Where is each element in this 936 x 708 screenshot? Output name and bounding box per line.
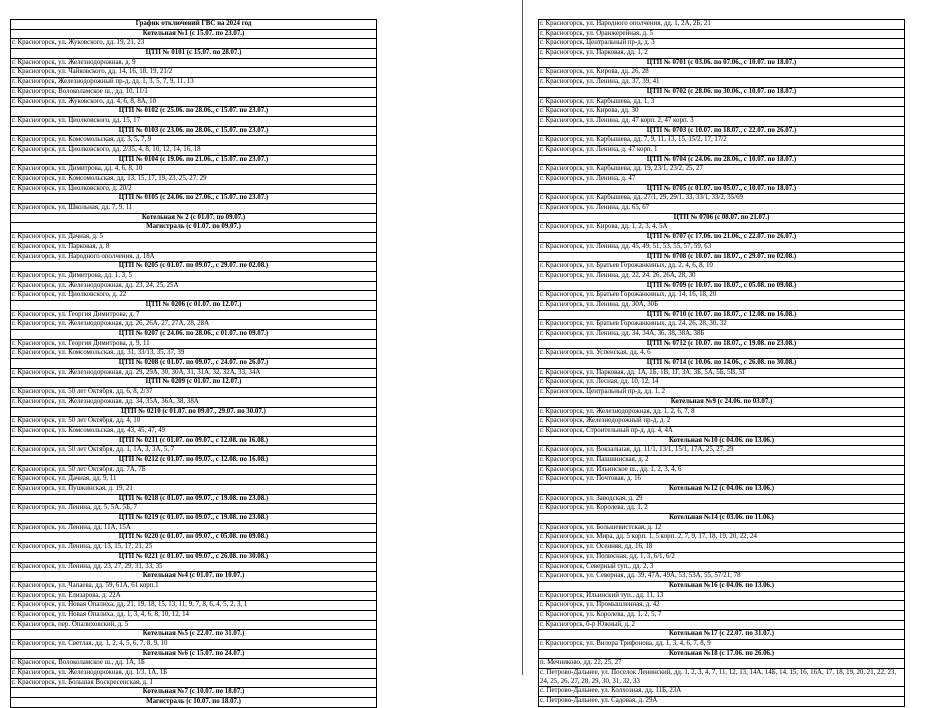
address-row: г. Красногорск, ул. Георгия Димитрова, д. 9, 11 [11, 340, 376, 350]
address-row: г. Красногорск, ул. 50 лет Октября, дд. 6, 8, 2/37 [11, 388, 376, 398]
schedule-table-left [10, 19, 377, 708]
section-header: ЦТП № 0707 (с 17.06. по 21.06., с 22.07. по 26.07.) [539, 233, 904, 243]
address-row: г. Красногорск, ул. Чайковского, дд. 14, 16, 18, 19, 21/2 [11, 68, 376, 78]
address-row: г. Красногорск, Центральный пр-д, дд. 1, 2 [539, 388, 904, 398]
section-header: ЦТП № 0709 (с 10.07. по 18.07., с 05.08. по 09.08.) [539, 282, 904, 292]
address-row: г. Красногорск, Центральный пр-д, д. 3 [539, 39, 904, 49]
address-row: г. Красногорск, Ильинский туп., дд. 11, 13 [539, 592, 904, 602]
address-row: с. Петрово-Дальнее, ул. Садовая, д. 29А [539, 697, 904, 707]
section-header: Котельная №18 (с 17.06. по 26.06.) [539, 650, 904, 660]
address-row: г. Красногорск, ул. Ленина, дд. 23, 27, 29, 31, 33, 35 [11, 563, 376, 573]
address-row: г. Красногорск, ул. Заводская, д. 29 [539, 495, 904, 505]
address-row: г. Красногорск, ул. Циолковского, дд. 15, 17 [11, 117, 376, 127]
address-row: г. Красногорск, ул. Королева, дд. 1, 2, 5, 7 [539, 611, 904, 621]
section-header: ЦТП № 0219 (с 01.07. по 09.07., с 19.08. по 23.08.) [11, 514, 376, 524]
address-row: г. Красногорск, пер. Опалиховский, д. 5 [11, 621, 376, 631]
address-row: г. Красногорск, ул. Королева, дд. 1, 2 [539, 504, 904, 514]
section-header: ЦТП № 0209 (с 01.07. по 12.07.) [11, 378, 376, 388]
address-row: г. Красногорск, ул. Лесная, дд. 10, 12, 14 [539, 378, 904, 388]
address-row: г. Красногорск, ул. Ленина, дд. 45, 49, 51, 53, 55, 57, 59, 63 [539, 243, 904, 253]
address-row: г. Красногорск, ул. Успенская, дд. 4, 6 [539, 349, 904, 359]
address-row: г. Красногорск, ул. Кирова, дд. 26, 28 [539, 68, 904, 78]
section-header: ЦТП № 0703 (с 10.07. по 18.07., с 22.07. по 26.07.) [539, 127, 904, 137]
address-row: г. Красногорск, ул. 50 лет Октября, дд. 7А, 7Б [11, 466, 376, 476]
section-header: Магистраль (с 10.07. по 18.07.) [11, 698, 376, 708]
address-row: г. Красногорск, ул. Промышленная, д. 42 [539, 601, 904, 611]
section-header: Котельная №5 (с 22.07. по 31.07.) [11, 630, 376, 640]
address-row: г. Красногорск, ул. Димитрова, дд. 1, 3, 5 [11, 272, 376, 282]
address-row: с. Петрово-Дальнее, ул. Поселок Ленинский, дд. 1, 2, 3, 4, 7, 11, 12, 13, 14А, 14Б, 14, 15, 16, 16А, 17, 18, 19, 20, 21, 22, 23, 24, 25, 26, 27, 28, 29, 30, 31, 32, 33 [539, 669, 904, 687]
section-header: ЦТП № 0702 (с 28.06. по 30.06., с 10.07. по 18.07.) [539, 88, 904, 98]
address-row: п. Мечниково, дд. 22, 25, 27 [539, 659, 904, 669]
address-row: г. Красногорск, ул. Большевистская, д. 12 [539, 524, 904, 534]
address-row: г. Красногорск, ул. Карбышева, дд. 27/1, 29, 29/1, 33, 33/1, 33/2, 35/69 [539, 194, 904, 204]
schedule-table-right [538, 19, 905, 707]
address-row: г. Красногорск, ул. Осенняя, дд. 16, 18 [539, 543, 904, 553]
address-row: г. Красногорск, ул. Елизарова, д. 22А [11, 592, 376, 602]
section-header: Котельная №4 (с 01.07. по 10.07.) [11, 572, 376, 582]
address-row: г. Красногорск, ул. Вилора Трифонова, дд. 1, 3, 4, 6, 7, 8, 9 [539, 640, 904, 650]
address-row: г. Красногорск, ул. Парковая, дд. 1А, 1Б, 1В, 1Г, 3А, 3Б, 5А, 5Б, 5В, 5Г [539, 369, 904, 379]
address-row: г. Красногорск, ул. Циолковского, д. 20/2 [11, 185, 376, 195]
address-row: г. Красногорск, ул. Северная, дд. 39, 47А, 49А, 53, 53А, 55, 57/21, 78 [539, 572, 904, 582]
address-row: г. Красногорск, ул. Чапаева, дд. 59, 61А, 61 корп.1 [11, 582, 376, 592]
section-header: ЦТП № 0701 (с 03.06. по 07.06., с 10.07. по 18.07.) [539, 59, 904, 69]
section-header: Магистраль (с 01.07. по 09.07.) [11, 223, 376, 233]
address-row: г. Красногорск, ул. Пушкинская, д. 19, 21 [11, 485, 376, 495]
address-row: г. Красногорск, ул. Парковая, дд. 1, 2 [539, 49, 904, 59]
address-row: г. Красногорск, ул. Железнодорожная, дд. 34, 35А, 36А, 38, 38А [11, 398, 376, 408]
section-header: ЦТП № 0206 (с 01.07. по 12.07.) [11, 301, 376, 311]
section-header: ЦТП № 0218 (с 01.07. по 09.07., с 19.08. по 23.08.) [11, 495, 376, 505]
address-row: г. Красногорск, ул. Вокзальная, дд. 11/1, 13/1, 15/1, 17А, 25, 27, 29 [539, 446, 904, 456]
address-row: г. Красногорск, ул. Полюсная, дд. 1, 3, 6/1, 6/2 [539, 553, 904, 563]
section-header: ЦТП № 0708 (с 10.07. по 18.07., с 29.07. по 02.08.) [539, 253, 904, 263]
address-row: г. Красногорск, ул. Новая Опалиха, дд. 1, 3, 4, 6, 8, 10, 12, 14 [11, 611, 376, 621]
address-row: г. Красногорск, ул. Ленина, дд. 11А, 15А [11, 524, 376, 534]
address-row: г. Красногорск, ул. Жуковского, дд. 4, 6, 8, 8А, 10 [11, 98, 376, 108]
address-row: г. Красногорск, ул. 50 лет Октября, дд. 4, 10 [11, 417, 376, 427]
section-header: ЦТП № 0211 (с 01.07. по 09.07., с 12.08. по 16.08.) [11, 437, 376, 447]
section-header: Котельная №14 (с 03.06. по 11.06.) [539, 514, 904, 524]
address-row: г. Красногорск, ул. Циолковского, дд. 2/35, 4, 8, 10, 12, 14, 16, 18 [11, 146, 376, 156]
address-row: г. Красногорск, ул. Кирова, дд. 1, 2, 3, 4, 5А [539, 223, 904, 233]
section-header: ЦТП № 0220 (с 01.07. по 09.07., с 05.08. по 09.08.) [11, 533, 376, 543]
address-row: г. Красногорск, ул. Ленина, дд. 5, 5А, 5Б, 7 [11, 504, 376, 514]
address-row: г. Красногорск, ул. Комсомольская, дд. 31, 33/13, 35, 37, 39 [11, 349, 376, 359]
section-header: ЦТП № 0102 (с 25.06. по 28.06., с 15.07. по 23.07.) [11, 107, 376, 117]
address-row: г. Красногорск, ул. Ленина, д. 47 корп. 1 [539, 146, 904, 156]
address-row: г. Красногорск, ул. Георгия Димитрова, д. 7 [11, 311, 376, 321]
address-row: г. Красногорск, Железнодорожный пр-д, д. 2 [539, 417, 904, 427]
section-header: Котельная №17 (с 22.07. по 31.07.) [539, 630, 904, 640]
address-row: г. Красногорск, ул. Школьная, дд. 7, 9, 11 [11, 204, 376, 214]
section-header: ЦТП № 0205 (с 01.07. по 09.07., с 29.07. по 02.08.) [11, 262, 376, 272]
section-header: Котельная №9 (с 24.06. по 03.07.) [539, 398, 904, 408]
address-row: г. Красногорск, ул. Комсомольская, дд. 13, 15, 17, 19, 23, 25, 27, 29 [11, 175, 376, 185]
address-row: г. Красногорск, ул. Оранжерейная, д. 5 [539, 30, 904, 40]
section-header: График отключений ГВС на 2024 год [11, 19, 376, 30]
section-header: ЦТП № 0712 (с 10.07. по 18.07., с 19.08. по 23.08.) [539, 340, 904, 350]
address-row: г. Красногорск, ул. Ленина, дд. 47 корп. 2, 47 корп. 3 [539, 117, 904, 127]
address-row: г. Красногорск, ул. Жуковского, дд. 19, 21, 23 [11, 39, 376, 49]
address-row: г. Красногорск, ул. Ленина, дд. 34, 34А, 36, 38, 38А, 38Б [539, 330, 904, 340]
address-row: г. Красногорск, ул. Братьев Горожанкиных, дд. 14, 16, 18, 20 [539, 291, 904, 301]
section-header: Котельная №10 (с 04.06. по 13.06.) [539, 437, 904, 447]
address-row: г. Красногорск, ул. 50 лет Октября, дд. 1, 1А, 3, 3А, 5, 7 [11, 446, 376, 456]
address-row: г. Красногорск, ул. Железнодорожная, дд. 23, 24, 25, 25А [11, 282, 376, 292]
address-row: г. Красногорск, ул. Ленина, дд. 22, 24, 26, 26А, 28, 30 [539, 272, 904, 282]
address-row: г. Красногорск, ул. Ленина, д. 47 [539, 175, 904, 185]
section-header: ЦТП № 0212 (с 01.07. по 09.07., с 12.08. по 16.08.) [11, 456, 376, 466]
section-header: ЦТП № 0105 (с 24.06. по 27.06., с 15.07. по 23.07.) [11, 194, 376, 204]
address-row: г. Красногорск, ул. Циолковского, д. 22 [11, 291, 376, 301]
address-row: г. Красногорск, Северный туп., дд. 2, 3 [539, 563, 904, 573]
section-header: ЦТП № 0104 (с 19.06. по 21.06., с 15.07. по 23.07.) [11, 156, 376, 166]
address-row: г. Красногорск, Волоколамское ш., дд. 10, 11/1 [11, 88, 376, 98]
section-header: Котельная №6 (с 15.07. по 24.07.) [11, 650, 376, 660]
address-row: г. Красногорск, ул. Карбышева, дд. 1, 3 [539, 98, 904, 108]
address-row: г. Красногорск, ул. Братьев Горожанкиных, дд. 24, 26, 28, 30, 32 [539, 320, 904, 330]
address-row: г. Красногорск, ул. Железнодорожная, дд. 1/3, 1А, 1Б [11, 669, 376, 679]
address-row: г. Красногорск, ул. Комсомольская, дд. 3, 5, 7, 9 [11, 136, 376, 146]
section-header: ЦТП № 0221 (с 01.07. по 09.07., с 26.08. по 30.08.) [11, 553, 376, 563]
section-header: ЦТП № 0101 (с 15.07. по 28.07.) [11, 49, 376, 59]
address-row: г. Красногорск, ул. Карбышева, дд. 7, 9, 11, 13, 15, 15/2, 17, 17/2 [539, 136, 904, 146]
address-row: г. Красногорск, Волоколамское ш., дд. 1А, 1Б [11, 659, 376, 669]
section-header: ЦТП № 0210 (с 01.07. по 09.07., 29.07. по 30.07.) [11, 408, 376, 418]
address-row: г. Красногорск, ул. Ленина, дд. 30А, 30Б [539, 301, 904, 311]
address-row: г. Красногорск, ул. Дачная, дд. 9, 11 [11, 475, 376, 485]
section-header: ЦТП № 0207 (с 24.06. по 28.06., с 01.07. по 09.07.) [11, 330, 376, 340]
section-header: Котельная № 2 (с 01.07. по 09.07.) [11, 214, 376, 224]
address-row: г. Красногорск, б-р Южный, д. 2 [539, 621, 904, 631]
address-row: г. Красногорск, ул. Большая Воскресенская, д. 1 [11, 679, 376, 689]
address-row: г. Красногорск, ул. Парковая, д. 8 [11, 243, 376, 253]
section-header: ЦТП № 0208 (с 01.07. по 09.07., с 24.07. по 26.07.) [11, 359, 376, 369]
address-row: г. Красногорск, ул. Ильинское ш., дд. 1, 2, 3, 4, 6 [539, 466, 904, 476]
section-header: ЦТП № 0704 (с 24.06. по 28.06., с 10.07. по 18.07.) [539, 156, 904, 166]
address-row: г. Красногорск, Строительный пр-д, дд. 4, 4А [539, 427, 904, 437]
address-row: г. Красногорск, ул. Светлая, дд. 1, 2, 4, 5, 6, 7, 8, 9, 10 [11, 640, 376, 650]
section-header: ЦТП № 0710 (с 10.07. по 18.07., с 12.08. по 16.08.) [539, 311, 904, 321]
address-row: с. Петрово-Дальнее, ул. Колхозная, дд. 11Б, 23А [539, 687, 904, 697]
address-row: г. Красногорск, ул. Карбышева, дд. 19, 23/1, 23/2, 25, 27 [539, 165, 904, 175]
address-row: г. Красногорск, ул. Ленина, дд. 13, 15, 17, 21, 25 [11, 543, 376, 553]
address-row: г. Красногорск, Железнодорожный пр-д, дд. 1, 3, 5, 7, 9, 11, 13 [11, 78, 376, 88]
address-row: г. Красногорск, ул. Димитрова, дд. 4, 6, 8, 10 [11, 165, 376, 175]
section-header: ЦТП № 0706 (с 08.07. по 21.07.) [539, 214, 904, 224]
address-row: г. Красногорск, ул. Народного ополчения, д. 18А [11, 253, 376, 263]
section-header: ЦТП № 0103 (с 23.06. по 28.06., с 15.07. по 23.07.) [11, 127, 376, 137]
address-row: г. Красногорск, ул. Ленина, дд. 65, 67 [539, 204, 904, 214]
address-row: г. Красногорск, ул. Железнодорожная, дд. 1, 2, 6, 7, 8 [539, 408, 904, 418]
address-row: г. Красногорск, ул. Железнодорожная, дд. 29, 29А, 30, 30А, 31, 31А, 32, 32А, 33, 34А [11, 369, 376, 379]
address-row: г. Красногорск, ул. Кирова, дд. 30 [539, 107, 904, 117]
section-header: Котельная №12 (с 04.06. по 13.06.) [539, 485, 904, 495]
address-row: г. Красногорск, ул. Дачная, д. 5 [11, 233, 376, 243]
section-header: ЦТП № 0714 (с 10.06. по 14.06., с 26.08. по 30.08.) [539, 359, 904, 369]
section-header: Котельная №1 (с 15.07. по 23.07.) [11, 30, 376, 40]
section-header: Котельная №7 (с 10.07. по 18.07.) [11, 688, 376, 698]
address-row: г. Красногорск, ул. Комсомольская, дд. 43, 45, 47, 49 [11, 427, 376, 437]
section-header: ЦТП № 0705 (с 01.07. по 05.07., с 10.07. по 18.07.) [539, 185, 904, 195]
address-row: г. Красногорск, ул. Железнодорожная, д. 9 [11, 59, 376, 69]
address-row: г. Красногорск, ул. Почтовая, д. 16 [539, 475, 904, 485]
section-header: Котельная №16 (с 04.06. по 13.06.) [539, 582, 904, 592]
page-divider [522, 0, 523, 675]
address-row: г. Красногорск, ул. Железнодорожная, дд. 26, 26А, 27, 27А, 28, 28А [11, 320, 376, 330]
address-row: г. Красногорск, ул. Мира, дд. 5 корп. 1, 5 корп. 2, 7, 9, 17, 18, 19, 20, 22, 24 [539, 533, 904, 543]
address-row: г. Красногорск, ул. Братьев Горожанкиных, дд. 2, 4, 6, 8, 10 [539, 262, 904, 272]
address-row: г. Красногорск, ул. Пашшинская, д. 2 [539, 456, 904, 466]
address-row: г. Красногорск, ул. Новая Опалиха, дд. 21, 19, 18, 15, 13, 11, 9, 7, 8, 6, 4, 5, 2, 3, 1 [11, 601, 376, 611]
address-row: г. Красногорск, ул. Ленина, дд. 37, 39, 41 [539, 78, 904, 88]
address-row: г. Красногорск, ул. Народного ополчения, дд. 1, 2А, 2Б, 21 [539, 19, 904, 30]
